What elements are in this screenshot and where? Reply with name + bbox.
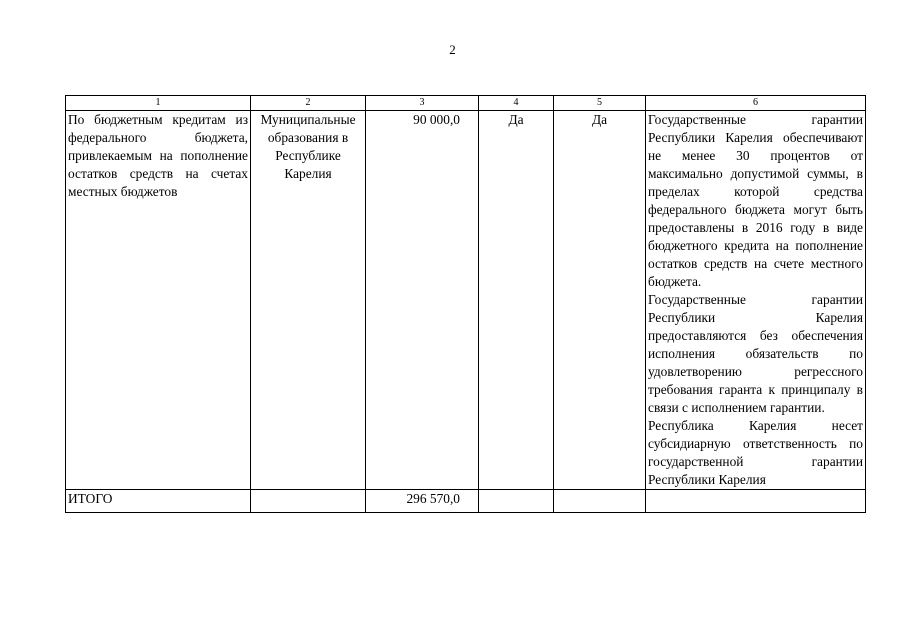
header-cell-6: 6 <box>646 96 866 111</box>
page-number: 2 <box>449 42 456 57</box>
condition-paragraph-3: Республика Карелия несет субсидиарную ответственность по государственной гарантии Республики Карелия <box>648 418 863 487</box>
total-empty-5 <box>554 490 646 513</box>
condition-paragraph-2: Государственные гарантии Республики Карелия предоставляются без обеспечения исполнения обязательств по удовлетворению регрессного требования гаранта к принципалу в связи с исполнением гарантии. <box>648 292 863 415</box>
total-empty-2 <box>251 490 366 513</box>
header-cell-1: 1 <box>66 96 251 111</box>
total-empty-6 <box>646 490 866 513</box>
header-row <box>66 96 866 111</box>
header-cell-5: 5 <box>554 96 646 111</box>
total-empty-4 <box>479 490 554 513</box>
header-cell-4: 4 <box>479 96 554 111</box>
conditions-cell <box>646 111 866 490</box>
header-cell-3: 3 <box>366 96 479 111</box>
amount-cell: 90 000,0 <box>366 111 479 490</box>
condition-paragraph-1: Государственные гарантии Республики Карелия обеспечивают не менее 30 процентов от максимально допустимой суммы, в пределах которой средства федерального бюджета могут быть предоставлены в 2016 году в виде бюджетного кредита на пополнение остатков средств на счете местного бюджета. <box>648 112 863 289</box>
header-cell-2: 2 <box>251 96 366 111</box>
col4-cell: Да <box>479 111 554 490</box>
total-amount: 296 570,0 <box>366 490 479 513</box>
purpose-cell: По бюджетным кредитам из федерального бюджета, привлекаемым на пополнение остатков средств на счетах местных бюджетов <box>66 111 251 490</box>
table-row <box>66 111 866 490</box>
total-label: ИТОГО <box>66 490 251 513</box>
total-row <box>66 490 866 513</box>
guarantee-table <box>65 95 866 513</box>
recipient-cell: Муниципальные образования в Республике Карелия <box>251 111 366 490</box>
col5-cell: Да <box>554 111 646 490</box>
